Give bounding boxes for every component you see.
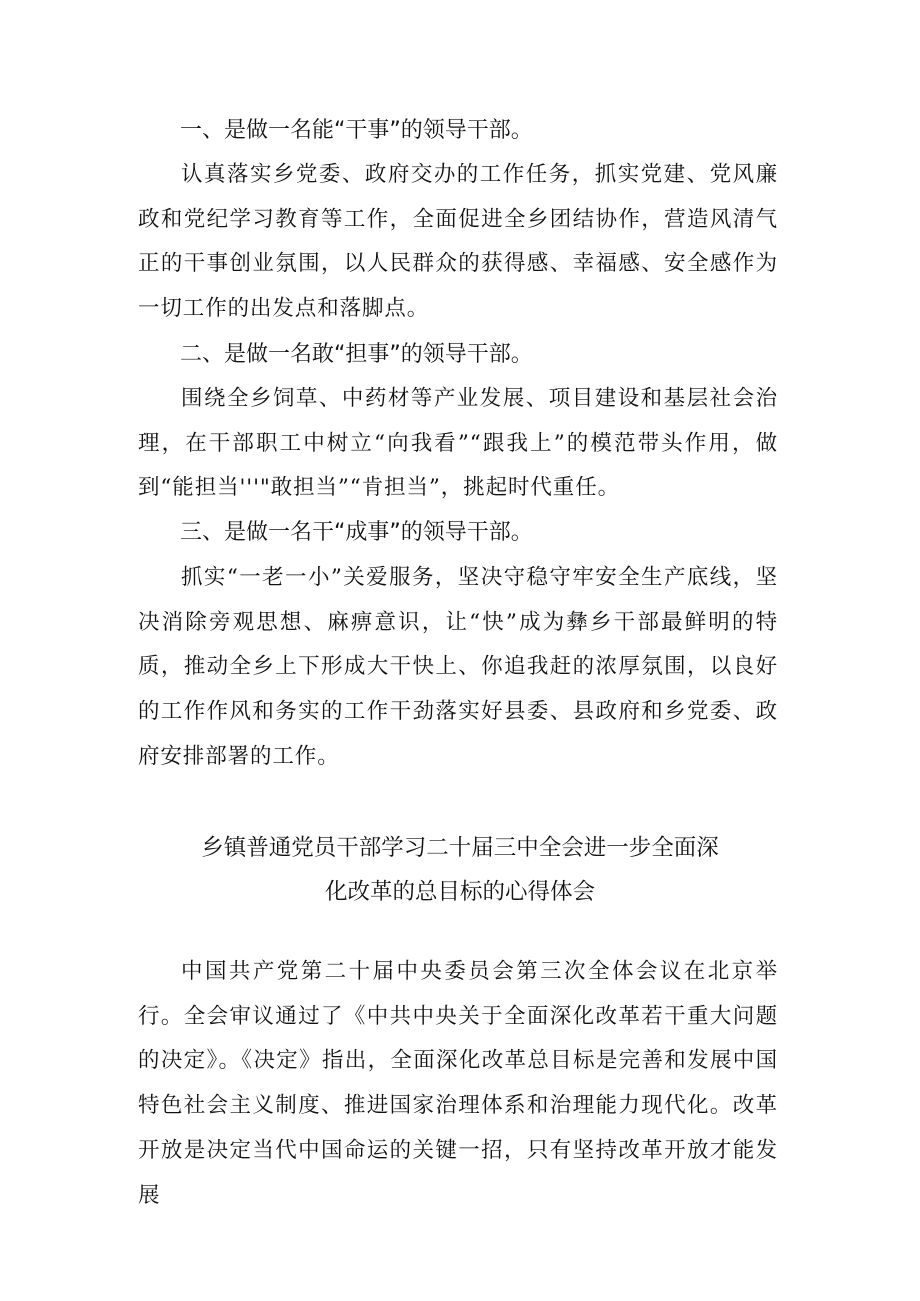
section-3-heading: 三、是做一名干“成事”的领导干部。 (180, 520, 533, 545)
section-1-heading: 一、是做一名能“干事”的领导干部。 (180, 118, 533, 143)
section-2-heading: 二、是做一名敢“担事”的领导干部。 (180, 342, 533, 367)
article-intro-paragraph: 中国共产党第二十届中央委员会第三次全体会议在北京举行。全会审议通过了《中共中央关于全面深化改革若干重大问题的决定》。《决定》指出，全面深化改革总目标是完善和发展中国特色社会主义制度、推进国家治理体系和治理能力现代化。改革开放是决定当代中国命运的关键一招，只有坚持改革开放才能发展 (138, 959, 778, 1208)
article-title-line-1: 乡镇普通党员干部学习二十届三中全会进一步全面深 (201, 835, 719, 861)
article-title-line-2: 化改革的总目标的心得体会 (324, 879, 595, 905)
article-title (140, 826, 780, 914)
section-3-body: 抓实“一老一小”关爱服务，坚决守稳守牢安全生产底线，坚决消除旁观思想、麻痹意识，让“快”成为彝乡干部最鲜明的特质，推动全乡上下形成大干快上、你追我赶的浓厚氛围，以良好的工作作风和务实的工作干劲落实好县委、县政府和乡党委、政府安排部署的工作。 (138, 565, 778, 769)
section-2-body: 围绕全乡饲草、中药材等产业发展、项目建设和基层社会治理，在干部职工中树立“向我看”“跟我上”的模范带头作用，做到“能担当'''"敢担当”“肯担当”，挑起时代重任。 (138, 386, 778, 501)
section-1-body: 认真落实乡党委、政府交办的工作任务，抓实党建、党风廉政和党纪学习教育等工作，全面促进全乡团结协作，营造风清气正的干事创业氛围，以人民群众的获得感、幸福感、安全感作为一切工作的出发点和落脚点。 (138, 162, 778, 322)
